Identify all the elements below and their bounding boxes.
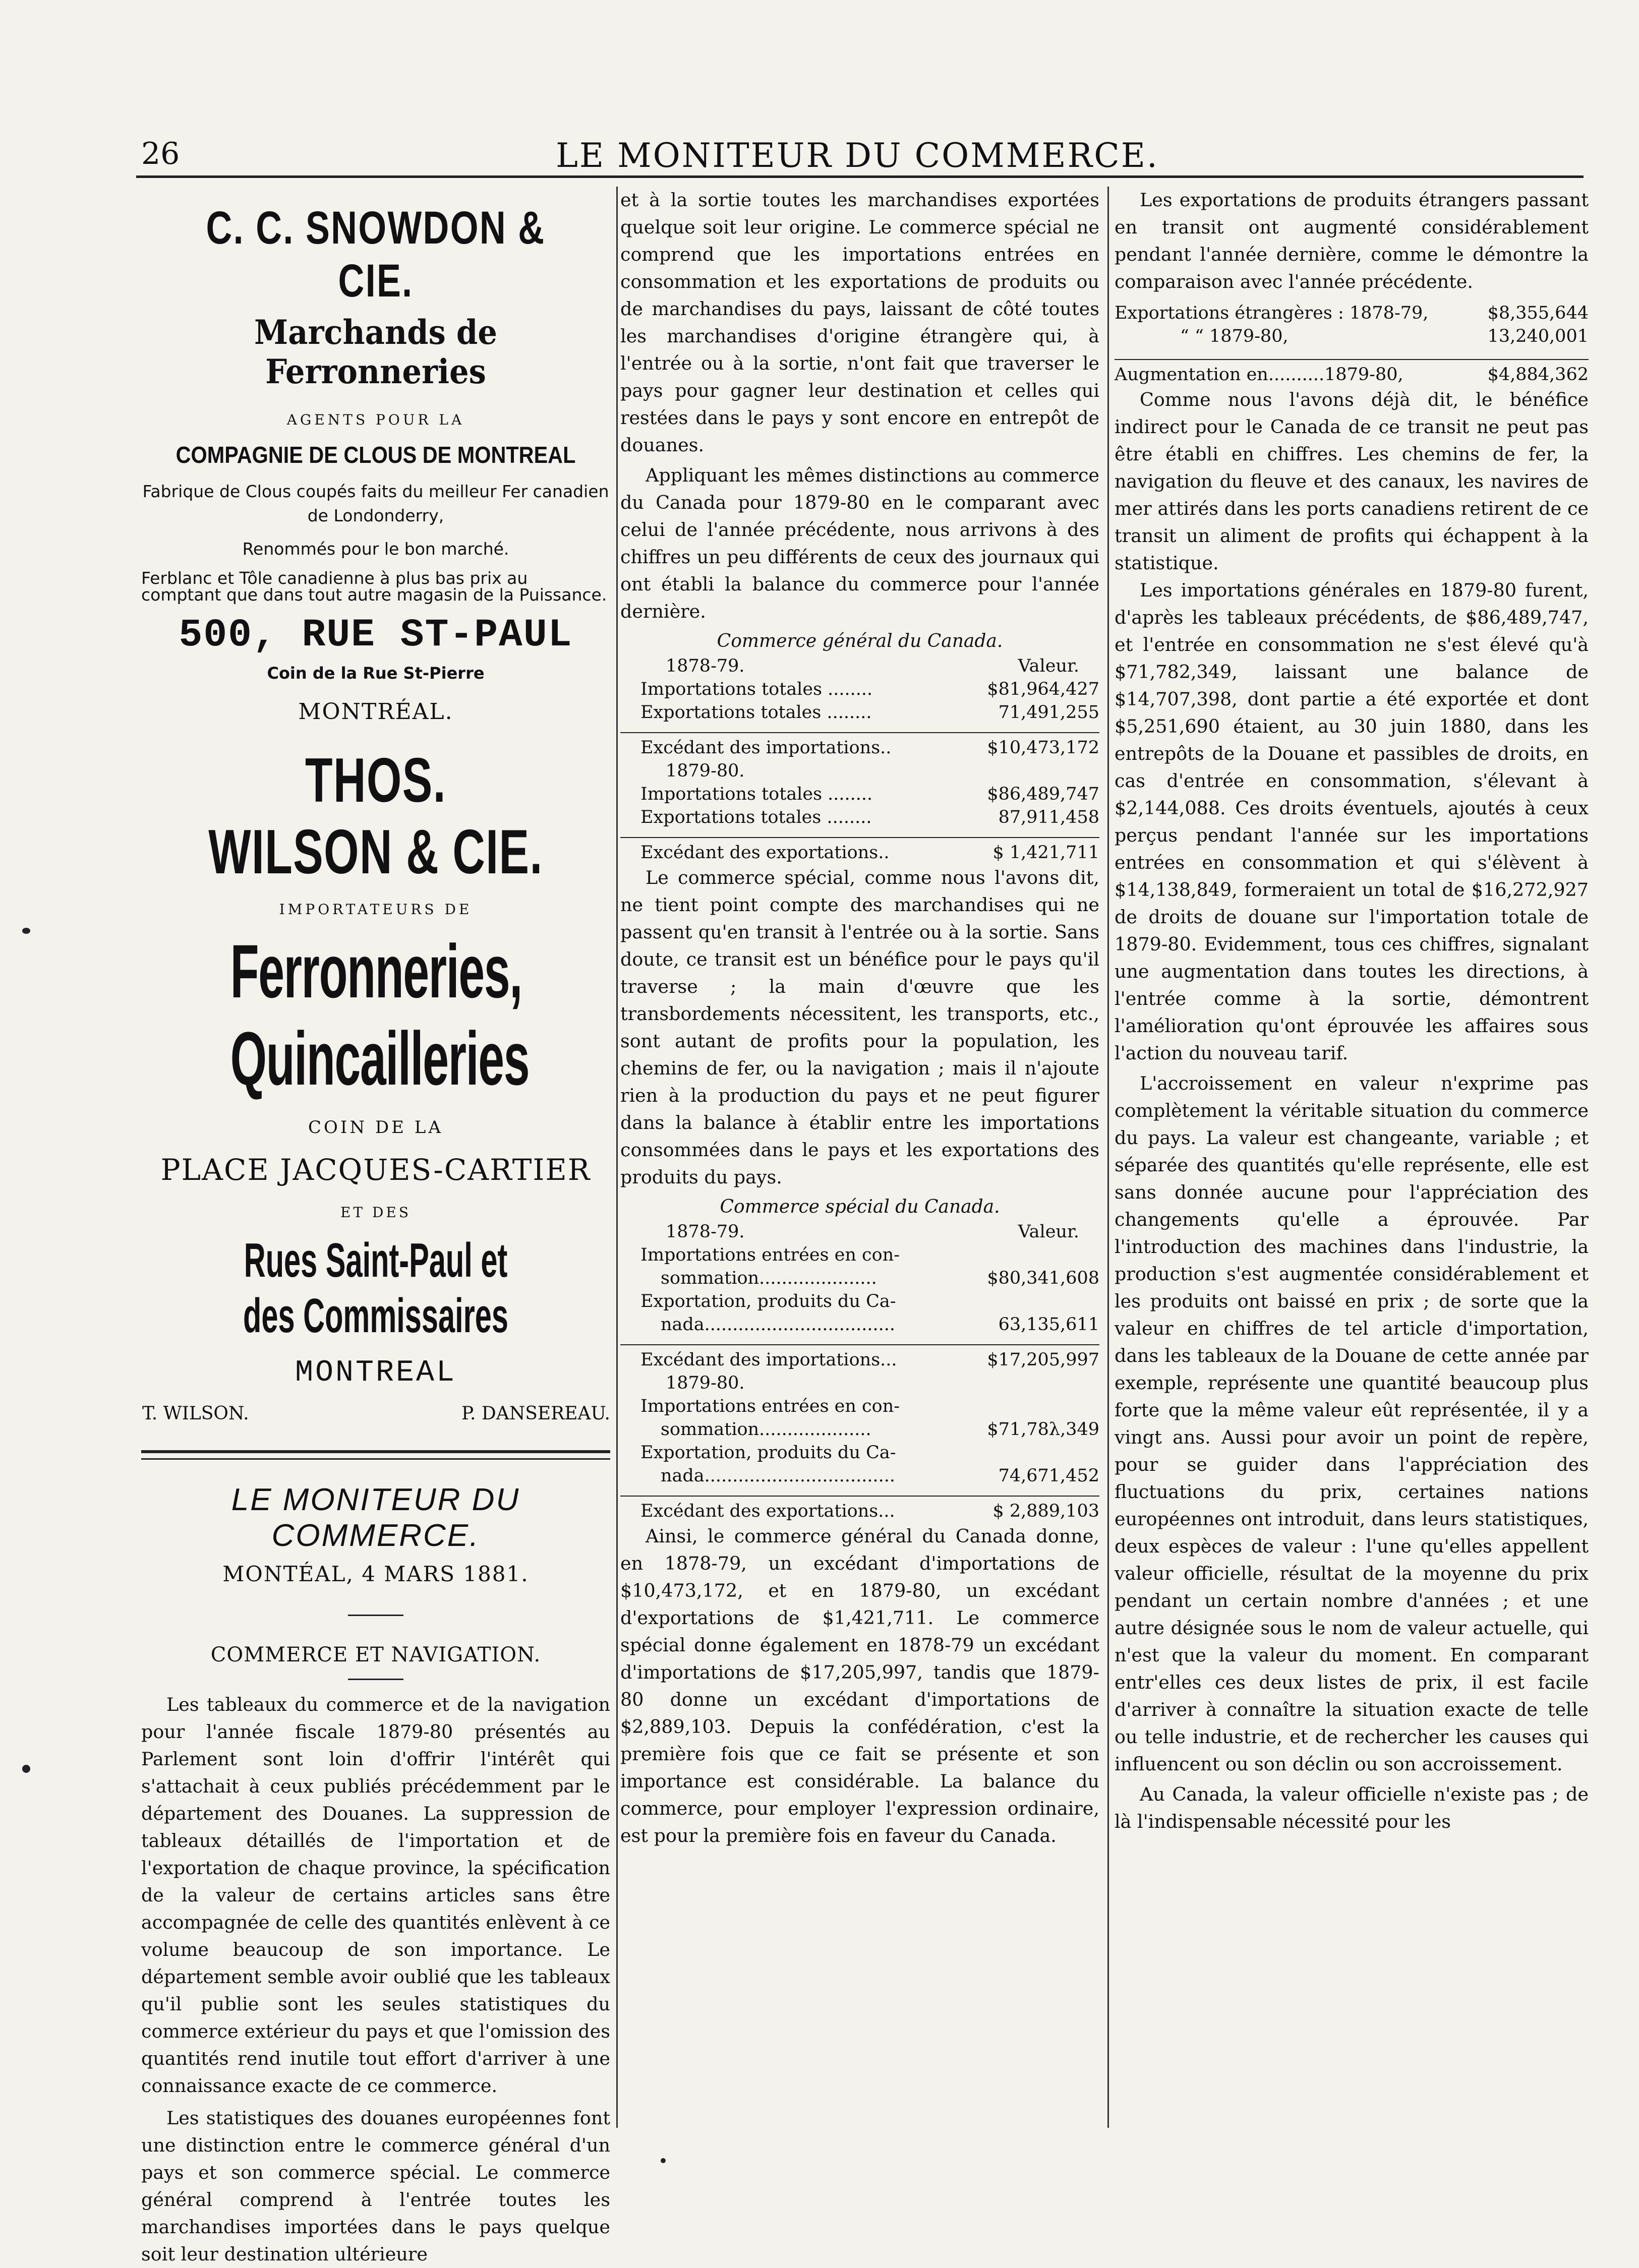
- ad-partner-2: P. DANSEREAU.: [461, 1403, 610, 1424]
- ink-speck: [22, 928, 30, 934]
- ad-et-des: ET DES: [340, 1204, 412, 1221]
- table-value-header: Valeur.: [1018, 656, 1079, 676]
- table-title: Commerce général du Canada.: [717, 631, 1003, 651]
- article-body-col2b: [620, 864, 1099, 1191]
- paragraph: Le commerce spécial, comme nous l'avons dit, ne tient point compte des marchandises qui ne passent qu'en transit à l'entrée ou à la sortie. Sans doute, ce transit est un bénéfice pour le pays qu'il traverse ; la main d'œuvre que les transbordements nécessitent, les transports, etc., sont autant de profits pour la population, les chemins de fer, ou la navigation ; mais il n'ajoute rien à la production du pays et ne peut figurer dans la balance à établir entre les importations consommées dans le pays et les exportations des produits du pays.: [620, 867, 1099, 1188]
- masthead-title: LE MONITEUR DU COMMERCE.: [231, 1482, 520, 1553]
- table-row: Exportations totales ........ 71,491,255: [640, 702, 1099, 723]
- column-rule-2: [1107, 187, 1109, 2128]
- paragraph: Les tableaux du commerce et de la navigation pour l'année fiscale 1879-80 présentés au Parlement sont loin d'offrir l'intérêt qui s'attachait à ceux publiés précédemment par le département des Douanes. La suppression de tableaux détaillés de l'importation et de l'exportation de chaque province, la spécification de la valeur de certains articles sans être accompagnée de celle des quantités enlèvent à ce volume beaucoup de son importance. Le département semble avoir oublié que les tableaux qu'il publie sont les seules statistiques du commerce extérieur du pays et que l'omission des quantités rend inutile tout effort d'arriver à une connaissance exacte de ce commerce.: [141, 1693, 610, 2097]
- ad-company: COMPAGNIE DE CLOUS DE MONTREAL: [175, 442, 576, 468]
- masthead-dateline: MONTÉAL, 4 MARS 1881.: [222, 1561, 529, 1586]
- table-header: [620, 759, 1099, 783]
- article-body-col1: [141, 1691, 610, 2268]
- running-title: LE MONITEUR DU COMMERCE.: [556, 136, 1159, 175]
- ad-fabrique: Fabrique de Clous coupés faits du meilleur Fer canadien de Londonderry,: [142, 482, 609, 525]
- paragraph: Au Canada, la valeur officielle n'existe pas ; de là l'indispensable nécessité pour les: [1115, 1783, 1589, 1832]
- table-row: Importations entrées en con-: [640, 1396, 900, 1416]
- paragraph: Appliquant les mêmes distinctions au commerce du Canada pour 1879-80 en le comparant avec celui de l'année précédente, nous arrivons à des chiffres un peu différents de ceux des journaux qui ont établi la balance du commerce pour l'année dernière.: [620, 464, 1099, 622]
- table-row-total: Augmentation en..........1879-80, $4,884,362: [1115, 359, 1589, 386]
- paragraph: Les importations générales en 1879-80 furent, d'après les tableaux précédents, de $86,489,747, et l'entrée en consommation ne s'est élevé qu'à $71,782,349, laissant une balance de $14,707,398, dont partie a été exportée et dont $5,251,690 étaient, au 30 juin 1880, dans les entrepôts de la Douane et passibles de droits, en cas d'entrée en consommation, s'élevant à $2,144,088. Ces droits éventuels, ajoutés à ceux perçus pendant l'année sur les importations entrées en consommation et qui s'élèvent à $14,138,849, formeraient un total de $16,272,927 de droits de douane sur l'importation totale de 1879-80. Evidemment, tous ces chiffres, signalant une augmentation dans toutes les directions, à l'entrée comme à la sortie, démontrent l'amélioration qu'ont éprouvée les affaires sous l'action du nouveau tarif.: [1115, 579, 1589, 1064]
- ad-goods: Ferronneries, Quincailleries: [230, 928, 530, 1101]
- article-body-col3: [1115, 187, 1589, 295]
- table-row-total: Excédant des exportations.. $ 1,421,711: [620, 837, 1099, 864]
- ink-speck: [22, 1765, 30, 1773]
- article-body-col2c: [620, 1523, 1099, 1849]
- article-body-col3b: [1115, 386, 1589, 1835]
- table-row-total: Excédant des importations.. $10,473,172: [620, 732, 1099, 759]
- paragraph: L'accroissement en valeur n'exprime pas complètement la véritable situation du commerce du pays. La valeur est changeante, variable ; et séparée des quantités qu'elle représente, elle est sans donnée aucune pour l'appréciation des changements qu'elle a éprouvée. Par l'introduction des machines dans l'industrie, la production s'est augmentée considérablement et les produits ont baissé en prix ; de sorte que la valeur en chiffres de tel article d'importation, dans les tableaux de la Douane de cette année par exemple, représente une quantité beaucoup plus forte que la même valeur eût représentée, il y a vingt ans. Aussi pour avoir un point de repère, pour se guider dans l'appréciation des fluctuations du prix, certaines nations européennes ont introduit, dans leurs statistiques, deux espèces de valeur : l'une qu'elles appellent valeur officielle, résultat de la moyenne du prix pendant un certain nombre d'années ; et une autre désignée sous le nom de valeur actuelle, qui n'est que la valeur du moment. En comparant entr'elles ces deux listes de prix, il est facile d'arriver à connaître la situation exacte de telle ou telle industrie, et de rechercher les causes qui influencent ou son déclin ou son accroissement.: [1115, 1072, 1589, 1775]
- ad-trade: Marchands de Ferronneries: [254, 313, 498, 391]
- table-year: 1878-79.: [666, 656, 745, 676]
- paragraph: Les exportations de produits étrangers passant en transit ont augmenté considérablement pendant l'année dernière, comme le démontre la comparaison avec l'année précédente.: [1115, 189, 1589, 292]
- table-header: 1878-79. Valeur.: [666, 1222, 1079, 1242]
- special-trade-table: [620, 1220, 1099, 1523]
- ad-importers: IMPORTATEURS DE: [279, 901, 473, 918]
- ad-firm-name: THOS. WILSON & CIE.: [208, 745, 543, 887]
- column-rule-1: [616, 187, 618, 2128]
- column-3: [1115, 187, 1589, 1835]
- ad-city: MONTRÉAL.: [298, 698, 453, 725]
- section-rule: [348, 1615, 403, 1616]
- ink-speck: [661, 2158, 666, 2163]
- paragraph: et à la sortie toutes les marchandises exportées quelque soit leur origine. Le commerce spécial ne comprend que les importations entrées en consommation et les exportations de produits ou de marchandises du pays, laissant de côté toutes les marchandises d'origine étrangère qui, à l'entrée ou à la sortie, n'ont fait que traverser le pays pour gagner leur destination et celles qui restées dans le pays y sont encore en entrepôt de douanes.: [620, 189, 1099, 456]
- paragraph: Les statistiques des douanes européennes font une distinction entre le commerce général d'un pays et son commerce spécial. Le commerce général comprend à l'entrée toutes les marchandises importées dans le pays quelque soit leur destination ultérieure: [141, 2107, 610, 2265]
- table-row-total: Excédant des exportations... $ 2,889,103: [620, 1496, 1099, 1523]
- ad-agents: AGENTS POUR LA: [286, 411, 465, 428]
- table-row: Exportations totales ........ 87,911,458: [640, 807, 1099, 827]
- ad-firm-name: C. C. SNOWDON & CIE.: [206, 202, 546, 307]
- column-1: [141, 187, 610, 2268]
- table-row: nada.................................. 63,135,611: [661, 1315, 1099, 1335]
- ad-city: MONTREAL: [295, 1355, 457, 1390]
- table-row: Exportation, produits du Ca-: [640, 1443, 896, 1463]
- general-trade-table: [620, 654, 1099, 864]
- table-row: “ “ 1879-80, 13,240,001: [1180, 326, 1589, 346]
- double-rule: [141, 1450, 610, 1460]
- ad-corner: Coin de la Rue St-Pierre: [267, 663, 485, 683]
- article-body-col2: [620, 187, 1099, 625]
- ad-renommes: Renommés pour le bon marché.: [242, 539, 509, 559]
- header-rule: [136, 175, 1584, 178]
- title-rule: [348, 1679, 403, 1680]
- table-row: nada.................................. 74,671,452: [661, 1466, 1099, 1486]
- table-row: Exportation, produits du Ca-: [640, 1291, 896, 1311]
- table-header: [620, 654, 1099, 678]
- table-header: 1879-80.: [666, 1373, 745, 1393]
- table-title: Commerce spécial du Canada.: [720, 1197, 1000, 1217]
- table-row-total: Excédant des importations... $17,205,997: [620, 1344, 1099, 1371]
- page-number: 26: [141, 136, 180, 171]
- ad-partner-1: T. WILSON.: [142, 1403, 249, 1424]
- table-row: sommation.................... $71,78λ,349: [661, 1419, 1099, 1440]
- ad-partners: [141, 1403, 610, 1424]
- table-row: Exportations étrangères : 1878-79, $8,355,644: [1115, 303, 1589, 323]
- table-year: 1879-80.: [666, 761, 745, 781]
- paragraph: Ainsi, le commerce général du Canada donne, en 1878-79, un excédant d'importations de $10,473,172, et en 1879-80, un excédant d'exportations de $1,421,711. Le commerce spécial donne également en 1878-79 un excédant d'importations de $17,205,997, tandis que 1879-80 donne un excédant d'importations de $2,889,103. Depuis la confédération, c'est la première fois que ce fait se présente et son importance est considérable. La balance du commerce, pour employer l'expression ordinaire, est pour la première fois en faveur du Canada.: [620, 1525, 1099, 1846]
- ad-place: PLACE JACQUES-CARTIER: [160, 1152, 591, 1187]
- table-row: sommation..................... $80,341,608: [661, 1268, 1099, 1288]
- article-title: COMMERCE ET NAVIGATION.: [210, 1643, 541, 1666]
- table-row: Importations totales ........ $81,964,427: [640, 679, 1099, 699]
- table-row: Importations totales ........ $86,489,747: [640, 784, 1099, 804]
- ad-ferblanc: Ferblanc et Tôle canadienne à plus bas prix au comptant que dans tout autre magasin de la Puissance.: [141, 568, 607, 605]
- ad-coin: COIN DE LA: [308, 1117, 443, 1138]
- advertisement-wilson: [141, 745, 610, 1424]
- ad-address: 500, RUE ST-PAUL: [179, 613, 573, 658]
- running-header: [136, 121, 1578, 182]
- ad-rues: Rues Saint-Paul et des Commissaires: [243, 1233, 509, 1343]
- paragraph: Comme nous l'avons déjà dit, le bénéfice indirect pour le Canada de ce transit ne peut pas être établi en chiffres. Les chemins de fer, la navigation du fleuve et des canaux, les navires de mer attirés dans les ports canadiens retirent de ce transit un aliment de profits qui échappent à la statistique.: [1115, 389, 1589, 574]
- table-row: Importations entrées en con-: [640, 1245, 900, 1265]
- advertisement-snowdon: [141, 202, 610, 725]
- column-2: [620, 187, 1099, 1849]
- foreign-exports-table: [1115, 302, 1589, 386]
